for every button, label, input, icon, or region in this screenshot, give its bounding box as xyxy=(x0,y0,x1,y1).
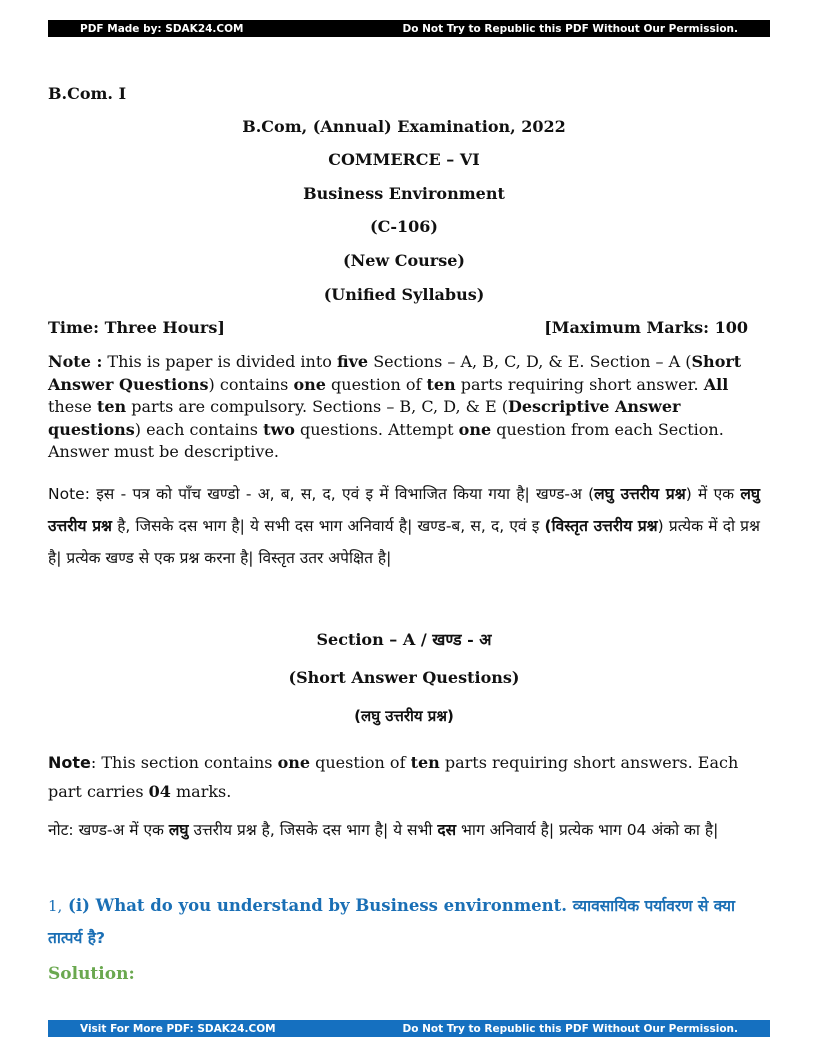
note-text: Sections – A, B, C, D, & E. Section – A ( xyxy=(368,352,692,371)
note-english xyxy=(48,351,760,464)
note-text: parts requiring short answer. xyxy=(455,374,704,394)
section-note-label: Note xyxy=(48,753,91,772)
paper-title: Business Environment xyxy=(303,184,505,203)
subject-title: COMMERCE – VI xyxy=(328,150,480,169)
top-banner-left: PDF Made by: SDAK24.COM xyxy=(80,22,244,35)
section-note-hi-bold: दस xyxy=(437,821,457,839)
section-note-text: question of xyxy=(310,753,411,772)
note-bold: five xyxy=(337,352,369,371)
question-1 xyxy=(48,890,760,954)
note-text: ) each contains xyxy=(134,419,264,439)
section-subtitle-hindi: (लघु उत्तरीय प्रश्न) xyxy=(354,707,454,725)
note-hi-bold: (विस्तृत उत्तरीय प्रश्न xyxy=(544,517,658,535)
question-text-hindi: व्यावसायिक पर्यावरण से क्या तात्पर्य है? xyxy=(48,897,736,947)
section-note-bold: one xyxy=(277,753,311,772)
maximum-marks: [Maximum Marks: 100 xyxy=(544,318,748,337)
note-bold: Descriptive Answer questions xyxy=(48,397,681,439)
note-bold: ten xyxy=(426,374,456,394)
section-note-hi-text: भाग अनिवार्य है| प्रत्येक भाग 04 अंको का है| xyxy=(456,821,719,839)
course-name: B.Com. I xyxy=(48,84,127,103)
exam-title: B.Com, (Annual) Examination, 2022 xyxy=(242,117,566,136)
note-text: questions. Attempt xyxy=(294,419,459,439)
time-marks-line xyxy=(48,318,748,337)
note-bold: ten xyxy=(96,397,127,416)
note-label: Note : xyxy=(48,352,103,371)
note-hindi xyxy=(48,478,760,574)
section-note-bold: 04 xyxy=(148,782,171,801)
note-bold: Short Answer Questions xyxy=(48,352,742,394)
note-text: ) contains xyxy=(208,374,294,394)
note-hi-text: Note: इस - पत्र को पाँच खण्डो - अ, ब, स, द, एवं इ में विभाजित किया गया है| खण्ड-अ ( xyxy=(48,485,595,503)
section-note-text: : This section contains xyxy=(90,753,278,772)
note-text: This is paper is divided into xyxy=(102,352,337,371)
note-hi-bold: लघु उत्तरीय प्रश्न xyxy=(48,485,761,535)
note-bold: one xyxy=(293,374,326,394)
question-number: 1, xyxy=(48,897,63,915)
top-banner xyxy=(48,20,770,37)
bottom-banner-left: Visit For More PDF: SDAK24.COM xyxy=(80,1022,276,1035)
section-title: Section – A / खण्ड - अ xyxy=(316,630,492,649)
time-allowed: Time: Three Hours] xyxy=(48,318,225,337)
paper-code: (C-106) xyxy=(370,217,438,236)
question-text: (i) What do you understand by Business environment. xyxy=(62,896,573,915)
note-hi-text: ) प्रत्येक में दो प्रश्न है| प्रत्येक खण्ड से एक प्रश्न करना है| विस्तृत उतर अपेक्षित है| xyxy=(48,517,760,567)
note-bold: two xyxy=(263,419,295,439)
note-bold: one xyxy=(458,419,492,439)
section-note-bold: ten xyxy=(410,753,440,772)
note-text: parts are compulsory. Sections – B, C, D, & E ( xyxy=(126,397,508,416)
bottom-banner-right: Do Not Try to Republic this PDF Without Our Permission. xyxy=(402,1022,738,1035)
solution-label: Solution: xyxy=(48,964,135,984)
syllabus-type: (Unified Syllabus) xyxy=(323,285,485,304)
section-note-hindi xyxy=(48,814,760,846)
section-note-text: marks. xyxy=(170,782,232,801)
section-note xyxy=(48,748,760,806)
section-note-hi-bold: लघु xyxy=(168,821,189,839)
bottom-banner xyxy=(48,1020,770,1037)
note-hi-text: है, जिसके दस भाग है| ये सभी दस भाग अनिवार्य है| खण्ड-ब, स, द, एवं इ xyxy=(112,517,545,535)
note-hi-bold: लघु उत्तरीय प्रश्न xyxy=(594,485,686,503)
note-hi-text: ) में एक xyxy=(685,485,741,503)
top-banner-right: Do Not Try to Republic this PDF Without Our Permission. xyxy=(402,22,738,35)
section-subtitle: (Short Answer Questions) xyxy=(288,668,520,687)
section-note-hi-text: नोट: खण्ड-अ में एक xyxy=(48,821,169,839)
course-type: (New Course) xyxy=(343,251,465,270)
note-bold: All xyxy=(703,374,729,394)
section-note-hi-text: उत्तरीय प्रश्न है, जिसके दस भाग है| ये सभी xyxy=(188,821,438,839)
section-note-text: parts requiring short answers. Each part carries xyxy=(48,753,739,801)
note-text: question from each Section. Answer must be descriptive. xyxy=(48,419,724,461)
note-text: these xyxy=(48,397,97,416)
note-text: question of xyxy=(325,374,427,394)
